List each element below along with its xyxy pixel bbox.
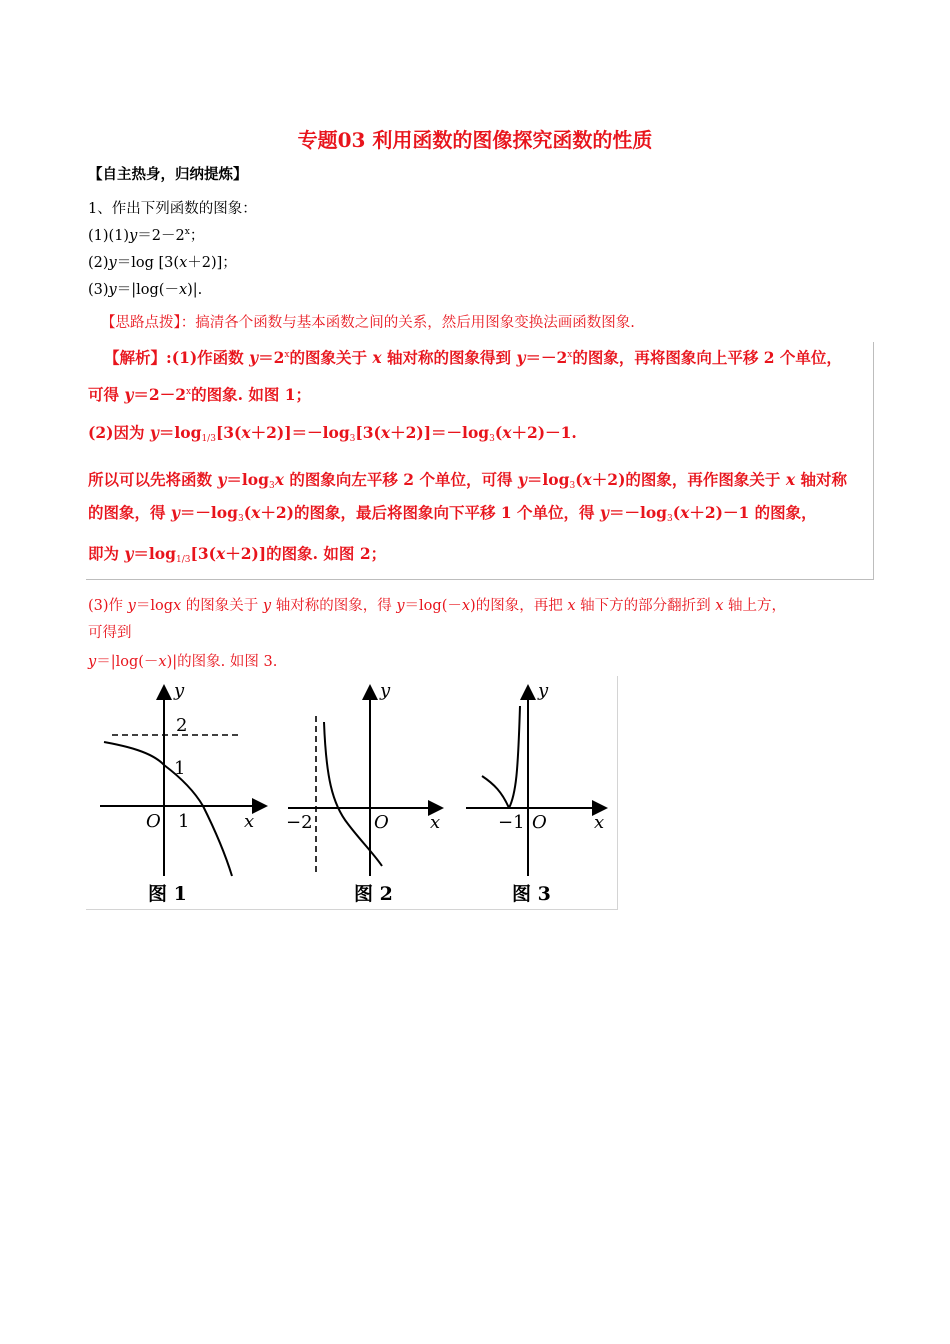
log-base: 1/3 bbox=[176, 555, 191, 565]
text: 所以可以先将函数 bbox=[88, 470, 218, 489]
var: x bbox=[274, 470, 284, 489]
var: y bbox=[88, 654, 97, 670]
var: x bbox=[715, 598, 724, 614]
text: ＝2 bbox=[258, 348, 285, 367]
log-base: 3 bbox=[667, 514, 673, 524]
hint bbox=[101, 311, 635, 332]
hint-text: 搞清各个函数与基本函数之间的关系，然后用图象变换法画函数图象. bbox=[195, 315, 635, 331]
var: x bbox=[785, 470, 796, 489]
item-label: (2) bbox=[88, 255, 109, 271]
figure-3 bbox=[466, 680, 606, 905]
text: ＝log(－ bbox=[404, 598, 462, 614]
var: y bbox=[517, 470, 527, 489]
question-item-1 bbox=[88, 224, 204, 245]
figure-1 bbox=[100, 680, 266, 905]
text: (1)作函数 bbox=[171, 348, 250, 367]
tick-label: −2 bbox=[286, 812, 313, 833]
log-base: 3 bbox=[569, 481, 576, 491]
figures-svg bbox=[86, 676, 618, 910]
figure-2 bbox=[286, 680, 442, 905]
var: y bbox=[217, 470, 227, 489]
var: y bbox=[249, 348, 259, 367]
var: y bbox=[599, 503, 609, 522]
text: [3( bbox=[215, 423, 242, 442]
tick-label: −1 bbox=[498, 812, 525, 833]
text: ( bbox=[243, 503, 252, 522]
y-label: y bbox=[538, 680, 549, 701]
text: 的图象. 如图 1； bbox=[191, 385, 312, 404]
var: x bbox=[158, 654, 167, 670]
var: x bbox=[502, 423, 512, 442]
text: ＝log bbox=[158, 423, 202, 442]
y-label: y bbox=[174, 680, 185, 701]
expr-tail: )|. bbox=[187, 282, 203, 298]
text: (3)作 bbox=[88, 598, 128, 614]
y-label: y bbox=[380, 680, 391, 701]
text: ( bbox=[672, 503, 681, 522]
x-label: x bbox=[244, 811, 255, 832]
tick-label: 1 bbox=[178, 811, 190, 832]
curve bbox=[104, 742, 232, 876]
text: ( bbox=[575, 470, 583, 489]
figures-panel bbox=[86, 676, 618, 910]
text: 即为 bbox=[88, 544, 125, 563]
text: ＋2)]＝－log bbox=[390, 423, 490, 442]
var: y bbox=[108, 255, 117, 271]
text: ＝2－2 bbox=[133, 385, 186, 404]
text: ＝－2 bbox=[525, 348, 568, 367]
expr: ＝log [3( bbox=[116, 255, 180, 271]
text: 轴对称 bbox=[795, 470, 847, 489]
item-label: (3) bbox=[88, 282, 109, 298]
text: 的图象关于 bbox=[181, 598, 263, 614]
exponent: x bbox=[184, 227, 190, 237]
figure-caption: 图 3 bbox=[512, 883, 551, 905]
text: ＝log bbox=[226, 470, 269, 489]
solution-line-4 bbox=[88, 468, 847, 491]
figure-caption: 图 2 bbox=[354, 883, 393, 905]
var: y bbox=[108, 282, 117, 298]
text: ＝|log(－ bbox=[96, 654, 159, 670]
var: y bbox=[127, 598, 136, 614]
section-header: 【自主热身，归纳提炼】 bbox=[88, 166, 248, 183]
text: 的图象向左平移 2 个单位，可得 bbox=[283, 470, 518, 489]
text: )的图象，再把 bbox=[470, 598, 568, 614]
log-base: 3 bbox=[489, 434, 495, 444]
text: ＋2)]的图象. 如图 2； bbox=[225, 544, 387, 563]
part3-line-3 bbox=[88, 650, 277, 671]
var: x bbox=[582, 470, 592, 489]
text: ＝log bbox=[526, 470, 570, 489]
text: 的图象，得 bbox=[88, 503, 171, 522]
exponent: x bbox=[186, 387, 192, 397]
text: ＝－log bbox=[608, 503, 668, 522]
var: x bbox=[173, 598, 182, 614]
page-title: 专题03 利用函数的图像探究函数的性质 bbox=[297, 128, 653, 152]
var: x bbox=[251, 503, 261, 522]
curve-left bbox=[482, 776, 509, 808]
solution-line-5 bbox=[88, 501, 817, 524]
exponent: x bbox=[284, 350, 290, 360]
text: ＋2)－1. bbox=[511, 423, 577, 442]
origin-label: O bbox=[146, 811, 161, 832]
curve bbox=[324, 722, 382, 866]
expr-tail: ； bbox=[189, 228, 205, 244]
text: 轴对称的图象，得 bbox=[271, 598, 397, 614]
var: y bbox=[262, 598, 272, 614]
solution-line-1 bbox=[104, 346, 842, 368]
text: 轴上方， bbox=[723, 598, 787, 614]
x-label: x bbox=[594, 812, 605, 833]
exponent: x bbox=[567, 350, 573, 360]
log-base: 1/3 bbox=[201, 434, 216, 444]
solution-label: 【解析】: bbox=[104, 348, 172, 367]
log-base: 3 bbox=[269, 481, 275, 491]
text: 轴对称的图象得到 bbox=[381, 348, 517, 367]
text: 的图象，再将图象向上平移 2 个单位， bbox=[572, 348, 842, 367]
var: y bbox=[124, 385, 134, 404]
text: ＋2)的图象，最后将图象向下平移 1 个单位，得 bbox=[260, 503, 600, 522]
question-prompt: 1、作出下列函数的图象： bbox=[88, 201, 257, 217]
question-item-2 bbox=[88, 251, 237, 272]
expr: ＝2－2 bbox=[137, 228, 185, 244]
expr-tail: ＋2)]； bbox=[187, 255, 237, 271]
origin-label: O bbox=[374, 812, 389, 833]
part3-line-1 bbox=[88, 594, 786, 615]
expr: ＝|log(－ bbox=[116, 282, 179, 298]
text: [3( bbox=[190, 544, 216, 563]
text: 轴下方的部分翻折到 bbox=[575, 598, 716, 614]
var: x bbox=[215, 544, 226, 563]
text: ＝－log bbox=[179, 503, 238, 522]
text: ＋2)]＝－log bbox=[250, 423, 350, 442]
text: (2)因为 bbox=[88, 423, 150, 442]
var: y bbox=[396, 598, 405, 614]
text: ＝log bbox=[135, 598, 174, 614]
item-label: (1)(1) bbox=[88, 228, 130, 244]
tick-label: 2 bbox=[176, 715, 188, 736]
origin-label: O bbox=[532, 812, 547, 833]
text: 可得 bbox=[88, 385, 125, 404]
text: )|的图象. 如图 3. bbox=[166, 654, 278, 670]
figure-caption: 图 1 bbox=[148, 883, 187, 905]
var: x bbox=[461, 598, 471, 614]
solution-line-2 bbox=[88, 383, 311, 405]
var: y bbox=[516, 348, 526, 367]
text: ＝log bbox=[133, 544, 176, 563]
var: x bbox=[179, 255, 188, 271]
var: x bbox=[178, 282, 188, 298]
var: y bbox=[124, 544, 134, 563]
var: y bbox=[170, 503, 180, 522]
solution-line-6 bbox=[88, 542, 386, 565]
text: ＋2)－1 的图象， bbox=[689, 503, 817, 522]
text: 的图象关于 bbox=[289, 348, 373, 367]
var: y bbox=[129, 228, 138, 244]
var: x bbox=[380, 423, 391, 442]
text: ＋2)的图象，再作图象关于 bbox=[591, 470, 786, 489]
text: [3( bbox=[355, 423, 381, 442]
question-item-3 bbox=[88, 278, 202, 299]
var: x bbox=[567, 598, 576, 614]
var: y bbox=[149, 423, 159, 442]
part3-line-2: 可得到 bbox=[88, 625, 132, 641]
solution-line-3 bbox=[88, 421, 577, 444]
var: x bbox=[680, 503, 690, 522]
log-base: 3 bbox=[349, 434, 356, 444]
var: x bbox=[241, 423, 251, 442]
log-base: 3 bbox=[238, 514, 244, 524]
curve-right bbox=[509, 706, 520, 808]
tick-label: 1 bbox=[174, 758, 186, 779]
var: x bbox=[372, 348, 382, 367]
x-label: x bbox=[430, 812, 441, 833]
hint-label: 【思路点拨】： bbox=[101, 315, 196, 331]
text: ( bbox=[494, 423, 503, 442]
